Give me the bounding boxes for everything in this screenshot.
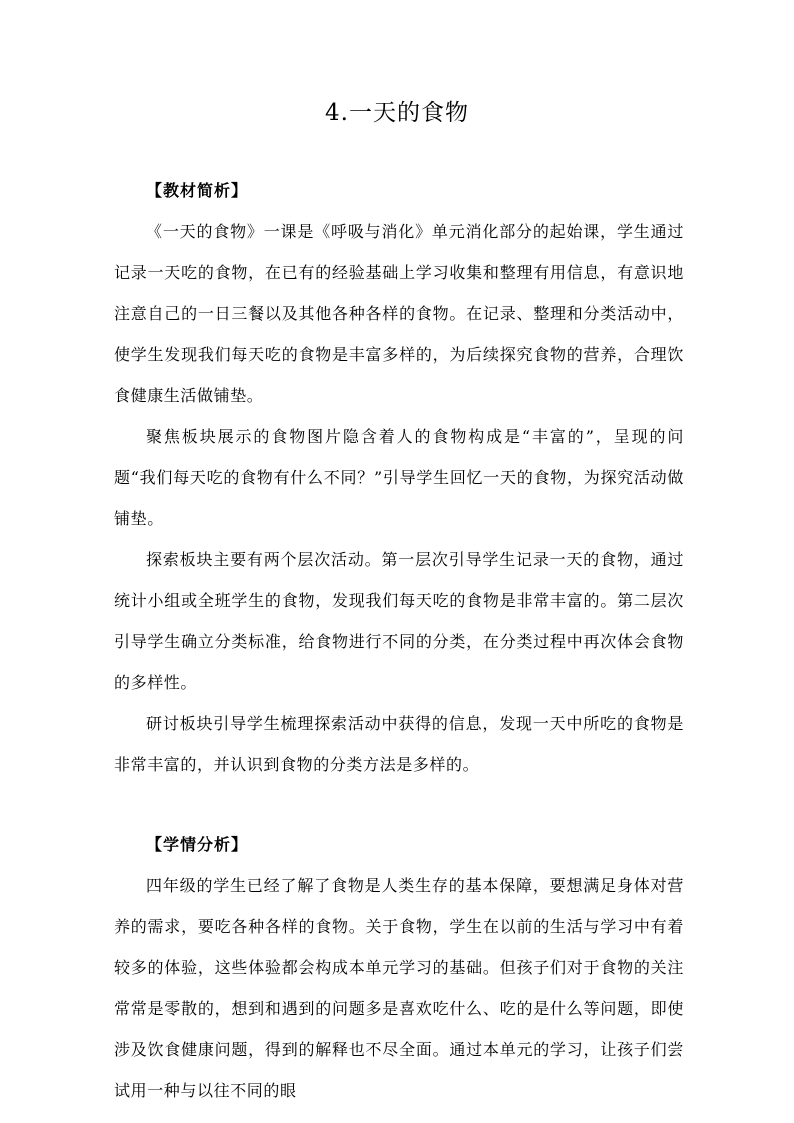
document-body xyxy=(114,171,684,1111)
paragraph: 四年级的学生已经了解了食物是人类生存的基本保障，要想满足身体对营养的需求，要吃各种各样的食物。关于食物，学生在以前的生活与学习中有着较多的体验，这些体验都会构成本单元学习的基础。但孩子们对于食物的关注常常是零散的，想到和遇到的问题多是喜欢吃什么、吃的是什么等问题，即使涉及饮食健康问题，得到的解释也不尽全面。通过本单元的学习，让孩子们尝试用一种与以往不同的眼 xyxy=(114,876,684,1100)
section-heading: 【学情分析】 xyxy=(146,835,249,854)
section-student-analysis xyxy=(114,825,684,1111)
page-title: 4.一天的食物 xyxy=(325,100,469,126)
paragraph: 《一天的食物》一课是《呼吸与消化》单元消化部分的起始课，学生通过记录一天吃的食物，在已有的经验基础上学习收集和整理有用信息，有意识地注意自己的一日三餐以及其他各种各样的食物。在记录、整理和分类活动中，使学生发现我们每天吃的食物是丰富多样的，为后续探究食物的营养，合理饮食健康生活做铺垫。 xyxy=(114,222,684,405)
section-textbook-analysis xyxy=(114,171,684,785)
section-heading: 【教材简析】 xyxy=(146,181,249,200)
section-spacer xyxy=(114,785,684,825)
paragraph: 研讨板块引导学生梳理探索活动中获得的信息，发现一天中所吃的食物是非常丰富的，并认识到食物的分类方法是多样的。 xyxy=(114,714,684,774)
paragraph: 探索板块主要有两个层次活动。第一层次引导学生记录一天的食物，通过统计小组或全班学生的食物，发现我们每天吃的食物是非常丰富的。第二层次引导学生确立分类标准，给食物进行不同的分类，在分类过程中再次体会食物的多样性。 xyxy=(114,550,684,692)
paragraph: 聚焦板块展示的食物图片隐含着人的食物构成是“丰富的”，呈现的问题“我们每天吃的食物有什么不同？”引导学生回忆一天的食物，为探究活动做铺垫。 xyxy=(114,427,684,528)
